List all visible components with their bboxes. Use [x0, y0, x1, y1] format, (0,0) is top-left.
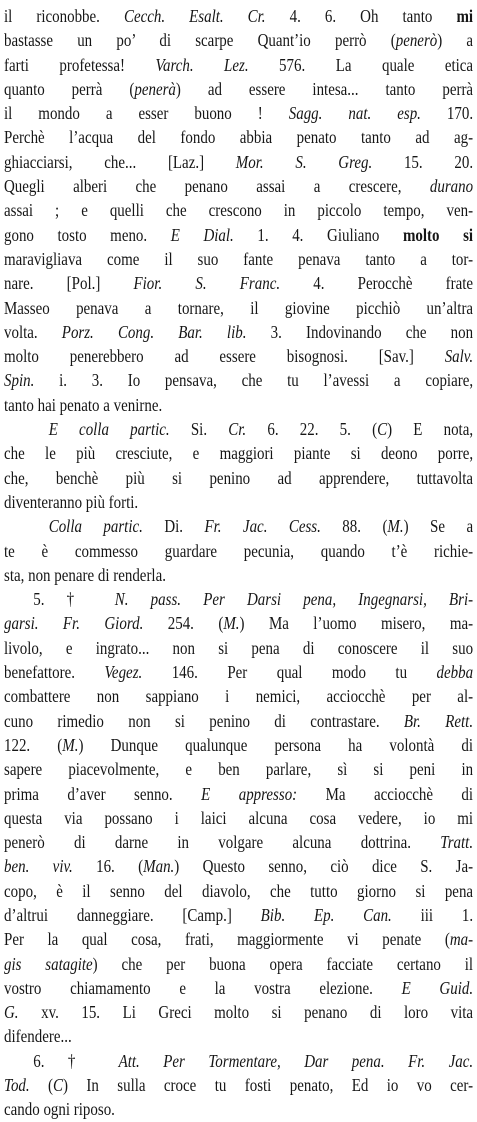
text-line [4, 1073, 473, 1097]
text-line [4, 368, 473, 392]
italic-text-segment: Bib. Ep. Can. [260, 904, 392, 925]
italic-text-segment: Tod. [4, 1075, 30, 1096]
text-segment: molto penerebbero ad essere bisognosi. [Sav.] [4, 346, 445, 367]
italic-text-segment: Cr. [228, 419, 247, 440]
text-line [4, 223, 473, 247]
text-segment: xv. 15. Li Greci molto si penano di loro vita [18, 1002, 474, 1023]
text-line [4, 77, 473, 101]
text-line [4, 782, 473, 806]
italic-text-segment: Att. Per Tormentare, Dar pena. Fr. Jac. [118, 1050, 474, 1071]
text-segment: cando ogni riposo. [4, 1099, 115, 1120]
text-segment: te è commesso guardare pecunia, quando t’è richie- [4, 540, 474, 561]
text-segment: ) che per buona opera facciate certano il [92, 953, 474, 974]
text-segment: vostro chiamamento e la vostra elezione. [4, 977, 402, 998]
text-line [4, 53, 473, 77]
text-segment: ghiacciarsi, che... [Laz.] [4, 151, 236, 172]
italic-text-segment: C [377, 419, 388, 440]
italic-text-segment: Salv. [444, 346, 474, 367]
text-segment: il riconobbe. [4, 6, 124, 26]
text-segment: il mondo a esser buono ! [4, 103, 289, 124]
text-segment: penerò di darne in volgare alcuna dottrina. [4, 832, 441, 853]
text-line [4, 733, 473, 757]
text-line [4, 587, 473, 611]
text-line [4, 611, 473, 635]
italic-text-segment: M. [62, 734, 79, 755]
text-line [4, 150, 473, 174]
text-segment: prima d’aver senno. [4, 783, 202, 804]
italic-text-segment: Man. [143, 856, 175, 877]
text-line [4, 660, 473, 684]
text-segment: 254. ( [143, 613, 224, 634]
italic-text-segment: Porz. Cong. Bar. lib. [61, 321, 247, 342]
text-line [4, 247, 473, 271]
text-segment: ) In sulla croce tu fosti penato, Ed io vo cer- [63, 1075, 474, 1096]
text-segment: ) a [437, 30, 474, 51]
text-segment: tanto hai penato a venirne. [4, 394, 163, 415]
text-segment: 576. La quale etica [248, 54, 474, 75]
text-line [4, 976, 473, 1000]
text-segment: Di. [142, 516, 205, 537]
text-segment: Quegli alberi che penano assai a crescere, [4, 176, 430, 197]
italic-text-segment: ben. viv. [4, 856, 73, 877]
text-segment: sapere piacevolmente, e ben parlare, sì si peni in [4, 759, 474, 780]
text-line [4, 466, 473, 490]
text-line [4, 198, 473, 222]
text-line [4, 927, 473, 951]
text-segment: ) Dunque qualunque persona ha volontà di [78, 734, 474, 755]
text-segment: Per la qual cosa, frati, maggiormente vi penate ( [4, 929, 450, 950]
italic-text-segment: Varch. Lez. [155, 54, 249, 75]
text-line [4, 1049, 473, 1073]
text-segment: ) Questo senno, ciò dice S. Ja- [174, 856, 474, 877]
text-segment: che, benchè più si penino ad apprendere, tuttavolta [4, 467, 474, 488]
text-line [4, 101, 473, 125]
text-line [4, 1097, 473, 1121]
text-segment: copo, è il senno del diavolo, che tutto giorno si pena [4, 880, 474, 901]
italic-text-segment: durano [429, 176, 474, 197]
text-segment: Si. [169, 419, 229, 440]
italic-text-segment: E appresso: [201, 783, 298, 804]
text-segment: 4. 6. Oh tanto [265, 6, 457, 26]
italic-text-segment: M. [387, 516, 404, 537]
text-segment: combattere non sappiano i nemici, acciocchè per al- [4, 686, 474, 707]
text-line [4, 1000, 473, 1024]
text-segment: gono tosto meno. [4, 224, 171, 245]
dictionary-entry-text [4, 4, 473, 1122]
italic-text-segment: Vegez. [104, 662, 143, 683]
italic-text-segment: E colla partic. [48, 419, 170, 440]
text-segment: 3. Indovinando che non [246, 321, 474, 342]
italic-text-segment: Fior. S. Franc. [133, 273, 281, 294]
text-segment: iii 1. [391, 904, 474, 925]
italic-text-segment: Spin. [4, 370, 35, 391]
text-segment: ( [29, 1075, 54, 1096]
text-segment: i. 3. Io pensava, che tu l’avessi a copiare, [34, 370, 474, 391]
text-line [4, 28, 473, 52]
text-line [4, 636, 473, 660]
text-segment: ) Se a [403, 516, 474, 537]
text-segment: 1. 4. Giuliano [233, 224, 403, 245]
text-line [4, 417, 473, 441]
text-line [4, 4, 473, 28]
italic-text-segment: E Dial. [170, 224, 234, 245]
text-segment: maravigliava come il suo fante penava tanto a tor- [4, 248, 474, 269]
text-segment: assai ; e quelli che crescono in piccolo tempo, ven- [4, 200, 474, 221]
text-line [4, 174, 473, 198]
italic-text-segment: Br. Rett. [403, 710, 474, 731]
text-segment: molto si [402, 224, 474, 245]
text-line [4, 539, 473, 563]
text-line [4, 393, 473, 417]
text-line [4, 490, 473, 514]
text-line [4, 903, 473, 927]
text-line [4, 320, 473, 344]
text-segment: farti profetessa! [4, 54, 156, 75]
text-segment: cuno rimedio non si penino di contrastare. [4, 710, 404, 731]
italic-text-segment: Mor. S. Greg. [235, 151, 373, 172]
text-line [4, 441, 473, 465]
text-segment: 4. Perocchè frate [280, 273, 474, 294]
italic-text-segment: G. [4, 1002, 19, 1023]
italic-text-segment: ma- [449, 929, 474, 950]
italic-text-segment: garsi. Fr. Giord. [4, 613, 144, 634]
text-line [4, 271, 473, 295]
text-segment: quanto perrà ( [4, 78, 135, 99]
text-segment: 88. ( [320, 516, 388, 537]
text-line [4, 830, 473, 854]
text-segment: che le più cresciute, e maggiori piante si deono porre, [4, 443, 474, 464]
italic-text-segment: M. [223, 613, 240, 634]
italic-text-segment: gis satagite [4, 953, 93, 974]
text-segment: 146. Per qual modo tu [142, 662, 437, 683]
italic-text-segment: debba [436, 662, 474, 683]
italic-text-segment: C [53, 1075, 64, 1096]
text-segment: volta. [4, 321, 62, 342]
text-segment: difendere... [4, 1026, 72, 1047]
text-line [4, 684, 473, 708]
text-line [4, 563, 473, 587]
italic-text-segment: penerò [395, 30, 438, 51]
text-line [4, 125, 473, 149]
text-segment: 170. [420, 103, 474, 124]
text-segment: ) ad essere intesa... tanto perrà [175, 78, 474, 99]
italic-text-segment: Cecch. Esalt. Cr. [123, 6, 266, 26]
italic-text-segment: Sagg. nat. esp. [288, 103, 421, 124]
text-line [4, 806, 473, 830]
italic-text-segment: E Guid. [401, 977, 474, 998]
text-line [4, 757, 473, 781]
text-segment: Masseo penava a tornare, il giovine picchiò un’altra [4, 297, 474, 318]
text-segment: 16. ( [72, 856, 144, 877]
text-segment: 5. † [33, 589, 115, 610]
italic-text-segment: Colla partic. [48, 516, 143, 537]
text-line [4, 1024, 473, 1048]
text-segment: ) E nota, [387, 419, 474, 440]
text-segment: livolo, e ingrato... non si pena di conoscere il suo [4, 637, 474, 658]
text-segment: 122. ( [4, 734, 63, 755]
text-segment: 6. 22. 5. ( [246, 419, 378, 440]
text-segment: benefattore. [4, 662, 105, 683]
text-segment: diventeranno più forti. [4, 491, 139, 512]
text-line [4, 854, 473, 878]
text-line [4, 514, 473, 538]
text-segment: ) Ma l’uomo misero, ma- [239, 613, 474, 634]
text-segment: 6. † [33, 1050, 119, 1071]
text-segment: Perchè l’acqua del fondo abbia penato tanto ad ag- [4, 127, 474, 148]
text-line [4, 879, 473, 903]
text-line [4, 296, 473, 320]
text-segment: 15. 20. [372, 151, 474, 172]
text-segment: bastasse un po’ di scarpe Quant’io perrò ( [4, 30, 396, 51]
text-segment: d’altrui danneggiare. [Camp.] [4, 904, 261, 925]
italic-text-segment: Tratt. [440, 832, 474, 853]
text-segment: sta, non penare di renderla. [4, 564, 166, 585]
italic-text-segment: N. pass. Per Darsi pena, Ingegnarsi, Bri- [114, 589, 474, 610]
italic-text-segment: penerà [134, 78, 176, 99]
text-segment: mi [456, 6, 474, 26]
text-segment: nare. [Pol.] [4, 273, 134, 294]
text-segment: questa via possano i laici alcuna cosa vedere, io mi [4, 807, 474, 828]
text-line [4, 952, 473, 976]
italic-text-segment: Fr. Jac. Cess. [204, 516, 321, 537]
text-line [4, 709, 473, 733]
text-segment: Ma acciocchè di [297, 783, 474, 804]
text-line [4, 344, 473, 368]
